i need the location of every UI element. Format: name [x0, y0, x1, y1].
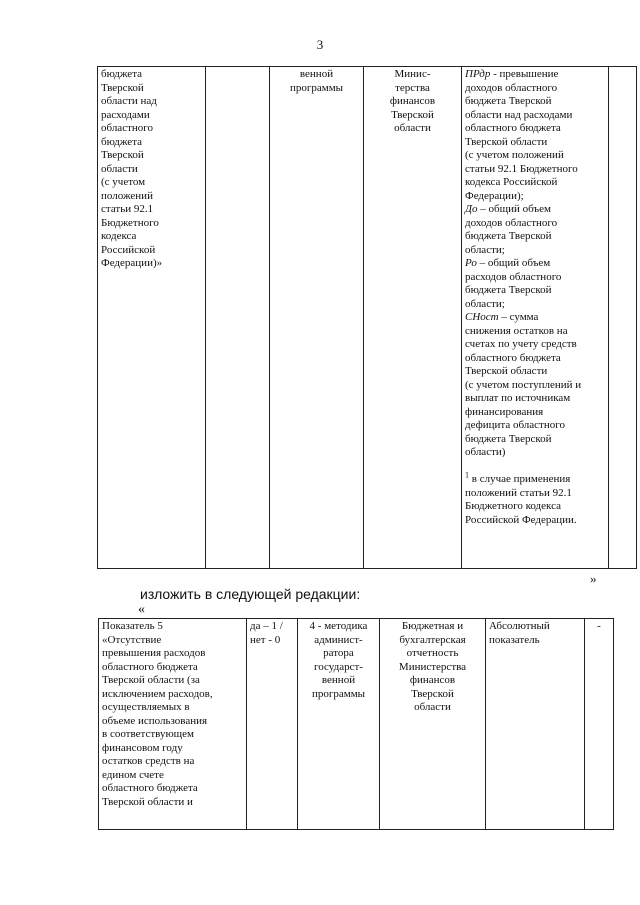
notes-cell — [609, 67, 637, 569]
indicator-type-cell: Абсолютный показатель — [486, 619, 585, 830]
footnote-text: в случае применения положений статьи 92.1 Бюджетного кодекса Российской Федерации. — [465, 473, 577, 526]
formula-description-cell — [462, 67, 609, 569]
unit-cell — [206, 67, 270, 569]
opening-quote-mark: « — [138, 602, 145, 617]
table-row — [98, 67, 637, 569]
method-cell: 4 - методика админист- ратора государст- венной программы — [298, 619, 380, 830]
closing-quote-mark: » — [590, 571, 597, 586]
unit-cell: да – 1 / нет - 0 — [247, 619, 298, 830]
indicator-table-continued — [97, 66, 637, 569]
indicator-name-cell: Показатель 5 «Отсутствие превышения расходов областного бюджета Тверской области (за исключением расходов, осуществляемых в объеме использования в соответствующем финансовом году остатков средств на едином счете областного бюджета Тверской области и — [99, 619, 247, 830]
notes-cell: - — [585, 619, 614, 830]
page-number: 3 — [316, 37, 324, 52]
formula-text-ro: – общий объем расходов областного бюджета Тверской области; — [465, 257, 562, 310]
method-cell: венной программы — [270, 67, 364, 569]
formula-term-ro: Ро — [465, 257, 477, 269]
formula-text-prdr: - превышение доходов областного бюджета Тверской области над расходами областного бюджета Тверской области (с учетом положений статьи 92.1 Бюджетного кодекса Российской Федерации); — [465, 68, 578, 202]
formula-term-snost: СНост — [465, 311, 499, 323]
source-cell: Минис- терства финансов Тверской области — [364, 67, 462, 569]
amendment-intro-text: изложить в следующей редакции: — [140, 586, 361, 602]
formula-term-prdr: ПРдр — [465, 68, 491, 80]
formula-text-snost: – сумма снижения остатков на счетах по учету средств областного бюджета Тверской области (с учетом поступлений и выплат по источникам финансирования дефицита областного бюджета Тверской области) — [465, 311, 582, 458]
formula-text-do: – общий объем доходов областного бюджета Тверской области; — [465, 203, 558, 256]
indicator-table-new — [98, 618, 614, 830]
source-cell: Бюджетная и бухгалтерская отчетность Министерства финансов Тверской области — [380, 619, 486, 830]
table-row — [99, 619, 614, 830]
formula-term-do: До — [465, 203, 478, 215]
indicator-name-cell: бюджета Тверской области над расходами областного бюджета Тверской области (с учетом положений статьи 92.1 Бюджетного кодекса Российской Федерации)» — [98, 67, 206, 569]
footnote-mark: 1 — [465, 470, 469, 480]
